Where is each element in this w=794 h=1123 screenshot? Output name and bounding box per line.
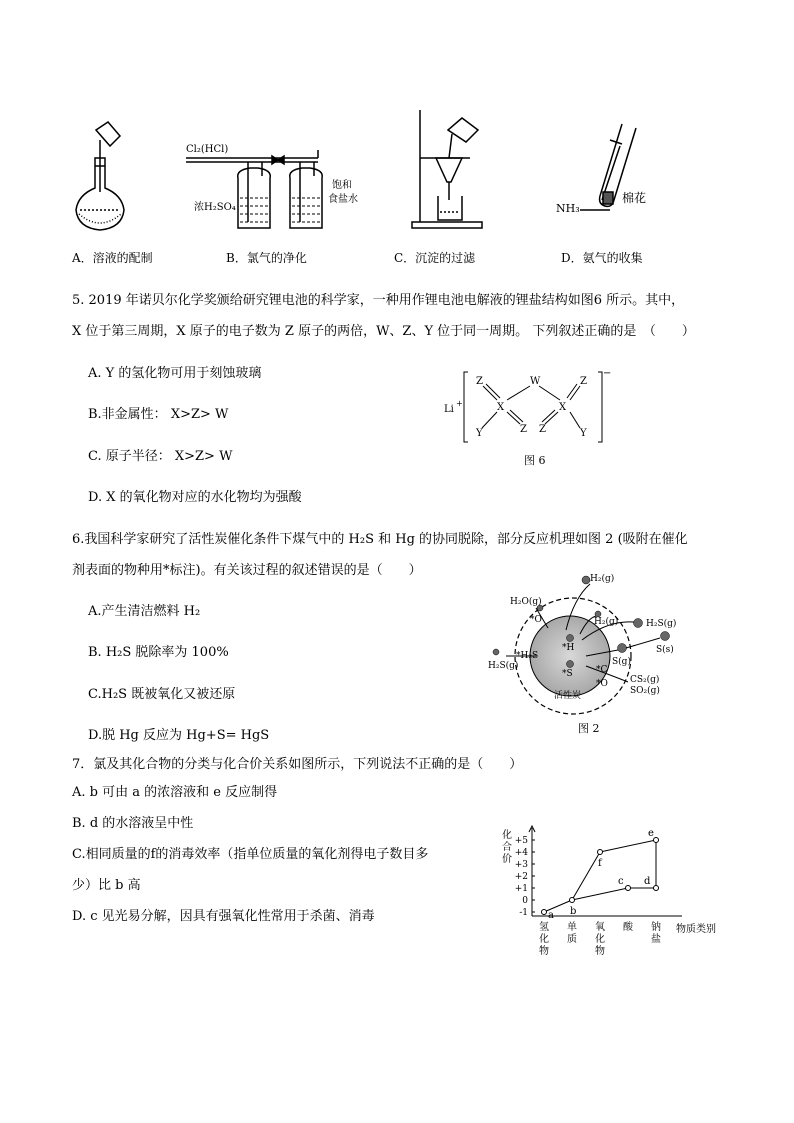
q5-stem-line2: X 位于第三周期，X 原子的电子数为 Z 原子的两倍，W、Z、Y 位于同一周期。 下列叙述正确的是 （ ） <box>72 324 695 339</box>
x-tick-label-char: 化 <box>539 934 549 945</box>
q7-option-b: B. d 的水溶液呈中性 <box>72 816 194 831</box>
series-line <box>572 888 628 900</box>
q7-stem: 7．氯及其化合物的分类与化合价关系如图所示，下列说法不正确的是（ ） <box>72 757 523 772</box>
x-tick-label-char: 盐 <box>651 934 661 945</box>
q6-stem-line2: 剂表面的物种用*标注)。有关该过程的叙述错误的是（ ） <box>72 563 422 578</box>
apparatus-b-gas-label: Cl₂(HCl) <box>186 144 229 155</box>
apparatus-a-volumetric-flask <box>76 122 124 230</box>
apparatus-b-brine-label-1: 饱和 <box>332 180 352 191</box>
apparatus-caption-c: C．沉淀的过滤 <box>394 251 476 265</box>
q6-fig-label-s-gas: S(g) <box>612 657 631 667</box>
x-tick-label-char: 氧 <box>595 922 605 933</box>
y-axis-label-char: 合 <box>502 842 512 853</box>
data-point <box>626 886 631 891</box>
x-tick-label-char: 单 <box>567 922 577 933</box>
apparatus-d-cotton-label: 棉花 <box>622 191 647 205</box>
q6-fig-label-h2o: H₂O(g) <box>510 597 542 607</box>
q5-fig-atom-5: X <box>559 402 567 413</box>
q5-option-b: B.非金属性： X>Z> W <box>88 407 229 422</box>
y-tick-label: -1 <box>519 908 528 918</box>
q5-figure-6 <box>440 362 620 472</box>
y-tick-label: +4 <box>514 848 528 858</box>
q6-fig-label-h2s-right: H₂S(g) <box>646 619 677 629</box>
q6-fig-label-s-adsorbed: *S <box>562 669 573 679</box>
q5-fig-atom-8: Z <box>539 424 546 435</box>
q5-option-d: D. X 的氧化物对应的水化物均为强酸 <box>88 490 302 505</box>
q6-fig-label-h2s-left: H₂S(g) <box>488 661 519 671</box>
data-label: d <box>644 876 651 887</box>
q6-fig-label-o-bottom: *O <box>596 679 608 689</box>
q6-fig-label-cs2: CS₂(g) <box>630 675 660 685</box>
q5-fig-anion-charge: − <box>603 368 612 379</box>
y-tick-label: +5 <box>514 836 528 846</box>
data-label: c <box>618 876 624 887</box>
data-point <box>570 898 575 903</box>
x-tick-label-char: 质 <box>567 934 577 945</box>
x-axis-label: 物质类别 <box>676 924 716 935</box>
x-tick-label-char: 物 <box>539 946 549 957</box>
q6-fig-label-so2: SO₂(g) <box>630 686 660 696</box>
q5-option-c: C. 原子半径： X>Z> W <box>88 449 233 464</box>
q5-fig-atom-4: X <box>497 402 505 413</box>
q7-chart <box>488 804 724 958</box>
q5-fig-li: Li <box>444 404 454 415</box>
x-tick-label-char: 物 <box>595 946 605 957</box>
series-line <box>572 852 600 900</box>
q6-fig-label-carbon: 活性炭 <box>554 691 582 701</box>
q5-fig-atom-2: W <box>530 376 541 387</box>
y-tick-label: +1 <box>514 884 528 894</box>
y-tick-label: 0 <box>522 896 528 906</box>
data-point <box>654 838 659 843</box>
q6-fig-label-s-solid: S(s) <box>656 645 674 655</box>
q6-option-c: C.H₂S 既被氧化又被还原 <box>88 687 236 702</box>
apparatus-figures <box>0 100 794 250</box>
q6-option-b: B. H₂S 脱除率为 100% <box>88 645 229 660</box>
apparatus-caption-a: A．溶液的配制 <box>72 251 153 265</box>
apparatus-b-brine-label-2: 食盐水 <box>328 194 358 205</box>
q5-fig-atom-3: Z <box>580 376 587 387</box>
data-label: f <box>598 858 602 869</box>
q6-fig-caption: 图 2 <box>578 722 600 735</box>
data-label: b <box>570 906 577 917</box>
q5-stem-line1: 5. 2019 年诺贝尔化学奖颁给研究锂电池的科学家，一种用作锂电池电解液的锂盐结构如图6 所示。其中， <box>72 293 685 308</box>
x-tick-label-char: 酸 <box>623 922 633 933</box>
q6-option-a: A.产生清洁燃料 H₂ <box>88 604 201 619</box>
q6-stem-line1: 6.我国科学家研究了活性炭催化条件下煤气中的 H₂S 和 Hg 的协同脱除，部分反应机理如图 2 (吸附在催化 <box>72 532 688 547</box>
data-label: a <box>548 910 554 921</box>
apparatus-d-gas-label: NH₃ <box>556 202 580 215</box>
data-label: e <box>648 828 654 839</box>
apparatus-b-gas-washing <box>186 150 322 228</box>
q7-option-a: A. b 可由 a 的浓溶液和 e 反应制得 <box>72 785 278 800</box>
q5-option-a: A. Y 的氢化物可用于刻蚀玻璃 <box>88 366 262 381</box>
x-tick-label-char: 氢 <box>539 922 549 933</box>
data-point <box>598 850 603 855</box>
q6-fig-label-h2-mid: H₂(g) <box>594 617 619 627</box>
y-tick-label: +2 <box>514 872 528 882</box>
q5-fig-atom-9: Y <box>580 428 587 439</box>
q6-fig-label-h2-top: H₂(g) <box>590 574 615 584</box>
q6-fig-label-h2s-adsorbed: *H₂S <box>516 651 539 661</box>
apparatus-caption-b: B．氯气的净化 <box>226 251 307 265</box>
q5-fig-atom-1: Z <box>476 376 483 387</box>
q6-fig-label-c-adsorbed: *C <box>596 665 608 675</box>
q5-fig-atom-7: Z <box>520 424 527 435</box>
data-point <box>654 886 659 891</box>
q6-figure-2 <box>478 568 698 738</box>
q7-option-c-line2: 少）比 b 高 <box>72 878 141 893</box>
y-axis-label-char: 化 <box>502 830 512 841</box>
y-axis-label-char: 价 <box>502 854 512 865</box>
q5-fig-atom-6: Y <box>476 428 483 439</box>
q5-fig-li-charge: + <box>456 399 463 408</box>
q6-option-d: D.脱 Hg 反应为 Hg+S= HgS <box>88 728 270 743</box>
q7-option-d: D. c 见光易分解，因具有强氧化性常用于杀菌、消毒 <box>72 909 375 924</box>
apparatus-c-filtration <box>412 110 482 228</box>
q6-fig-label-o-top: *O <box>530 615 542 625</box>
q5-fig-caption: 图 6 <box>524 454 546 467</box>
apparatus-b-conc-label: 浓H₂SO₄ <box>194 202 236 213</box>
apparatus-caption-d: D．氨气的收集 <box>561 251 643 265</box>
x-tick-label-char: 化 <box>595 934 605 945</box>
q6-fig-label-h-adsorbed: *H <box>562 643 575 653</box>
series-line <box>600 840 656 852</box>
q7-option-c-line1: C.相同质量的f的消毒效率（指单位质量的氧化剂得电子数目多 <box>72 847 429 862</box>
data-point <box>542 910 547 915</box>
y-tick-label: +3 <box>514 860 528 870</box>
x-tick-label-char: 钠 <box>651 922 661 933</box>
